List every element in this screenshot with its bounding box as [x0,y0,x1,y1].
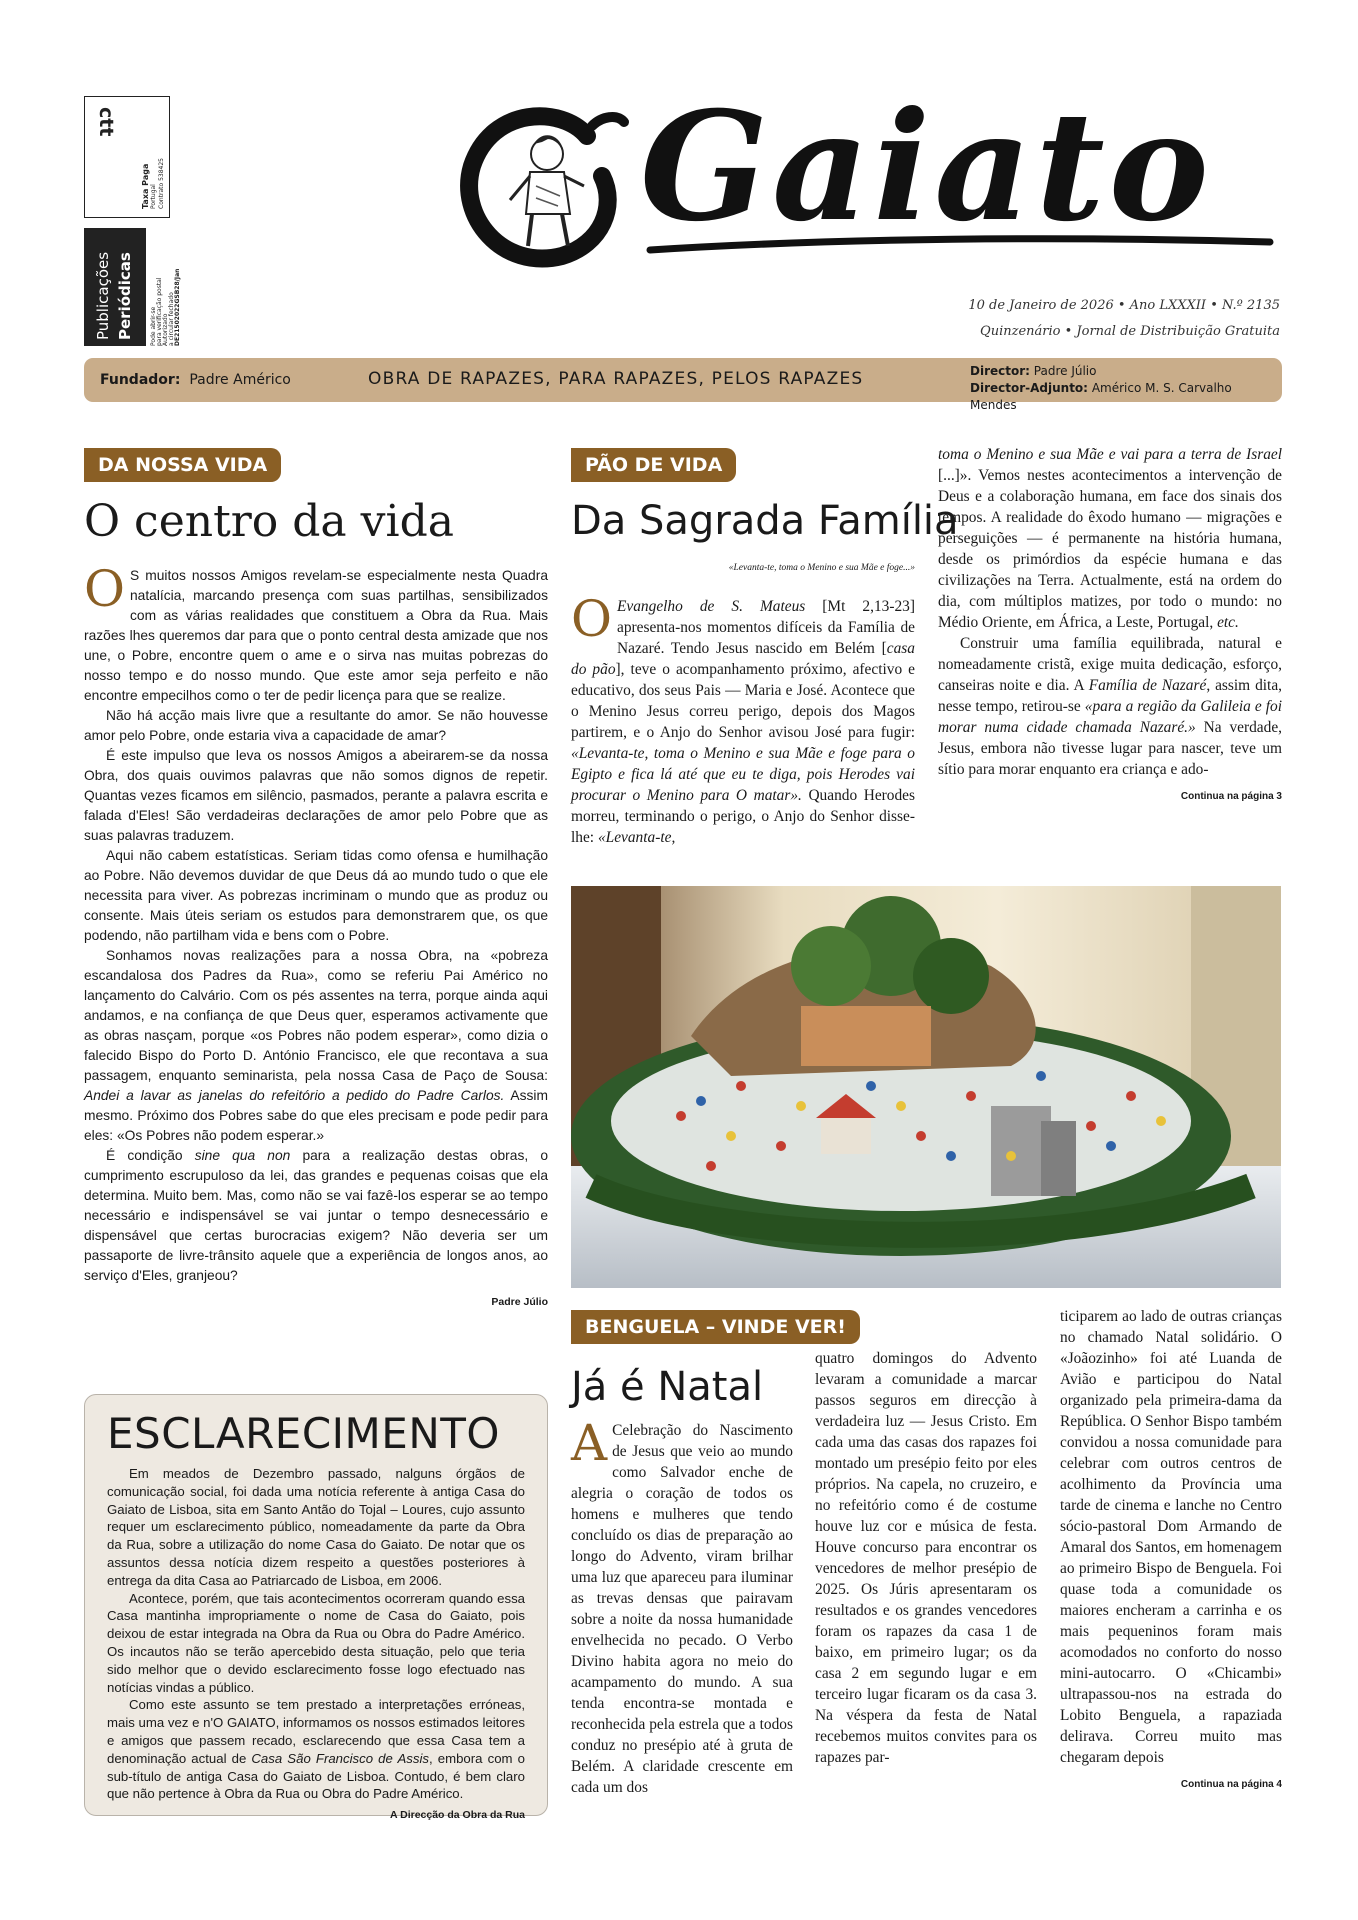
article-body-sagrada-familia-col2: toma o Menino e sua Mãe e vai para a terra de Israel [...]». Vemos nestes acontecimentos a intervenção de Deus e a colaboração humana, em face dos sinais dos tempos. A realidade do êxodo humano — migrações e perseguições — é permanente na história humana, desde os primórdios da espécie humana e das civilizações na Terra. Actualmente, está na ordem do dia, com múltiplos matizes, por todo o mundo: no Médio Oriente, em África, a Leste, Portugal, etc. Construir uma família equilibrada, natural e nomeadamente cristã, exige muita dedicação, esforço, canseiras noite e dia. A Família de Nazaré, assim dita, nesse tempo, retirou-se «para a região da Galileia e foi morar numa cidade chamada Nazaré.» Na verdade, Jesus, embora não tivesse lugar para nascer, teve um sítio para morar enquanto era criança e ado- Continua na página 3 [938,444,1282,807]
gaiato-boy-logo-icon [452,96,632,276]
esclarecimento-box [84,1394,548,1822]
article-body-sagrada-familia-col1: O Evangelho de S. Mateus [Mt 2,13-23] apresenta-nos momentos difíceis da Família de Nazaré. Tendo Jesus nascido em Belém [casa do pão], teve o acompanhamento próximo, afectivo e educativo, dos seus Pais — Maria e José. Acontece que o Menino Jesus correu perigo, depois dos Magos partirem, e o Anjo do Senhor avisou José para fugir: «Levanta-te, toma o Menino e sua Mãe e foge para o Egipto e fica lá até que eu te diga, pois Herodes vai procurar o Menino para O matar». Quando Herodes morreu, terminando o perigo, o Anjo do Senhor disse-lhe: «Levanta-te, [571,590,916,846]
drop-cap: O [84,560,125,618]
postal-stamp-box [84,96,170,218]
logo-brush-swoosh-icon [640,228,1280,258]
article-body-centro-da-vida: O S muitos nossos Amigos revelam-se especialmente nesta Quadra natalícia, marcando presença com suas partilhas, sensibilizados com as várias realidades que constituem a Obra da Rua. Mais razões lhes queremos dar para que o ponto central desta amizade que nos une, o Pobre, encontre quem o ame e o sirva nas muitas pobrezas do nosso tempo e do nosso mundo. Que este amor seja perfeito e não encontre empecilhos como o ter de pedir licença para que se realize. Não há acção mais livre que a resultante do amor. Se não houvesse amor pelo Pobre, onde estaria viva a capacidade de amar? É este impulso que leva os nossos Amigos a abeirarem-se da nossa Obra, dos quais ouvimos palavras que não somos dignos de repetir. Quantas vezes ficamos em silêncio, pasmados, perante a palavra escrita e falada d'Eles! São verdadeiras declarações de amor pelo Pobre que as suas palavras traduzem. Aqui não cabem estatísticas. Seriam tidas como ofensa e humilhação ao Pobre. Não devemos duvidar de que Deus dá ao mundo tudo o que ele necessita para viver. As pobrezas incriminam o mundo que as produz ou consente. Mais úteis seriam os estudos para demonstrarem que, os que podendo, não partilham vida e bens com o Pobre. Sonhamos novas realizações para a nossa Obra, na «pobreza escandalosa dos Padres da Rua», como se referiu Pai Américo no lançamento do Calvário. Com os pés assentes na terra, porque ainda aqui andamos, e na confiança de que Deus quer, esperamos activamente que as obras nasçam, porque «os Pobres não podem esperar», como dizia o falecido Bispo do Porto D. António Francisco, ele que recontava a sua passagem, enquanto seminarista, pela nossa Casa de Paço de Sousa: Andei a lavar as janelas do refeitório a pedido do Padre Carlos. Assim mesmo. Próximo dos Pobres sabe do que eles precisam e pode pedir para eles: «Os Pobres não podem esperar.» É condição sine qua non para a realização destas obras, o cumprimento escrupuloso da lei, das grandes e pequenas coisas que ela determina. Muito bem. Mas, como não se vai fazê-los esperar se ao tempo necessário e indispensável se vai juntar o tempo desnecessário e dispensável que certas burocracias exigem? Não deveria ser um passaporte de livre-trânsito aquele que a experiência de longos anos, ao serviço d'Eles, granjeou? Padre Júlio [84,566,548,1312]
masthead-banner [84,358,1282,412]
issue-description-line: Quinzenário • Jornal de Distribuição Gratuita [980,324,1280,339]
continue-link-page4[interactable]: Continua na página 4 [1180,1779,1282,1790]
postal-line1: Taxa Paga [141,163,150,209]
nativity-scene-photo [571,886,1281,1288]
postal-line2: Portugal [150,184,157,209]
nativity-scene-image [571,886,1281,1288]
section-tag-benguela: BENGUELA – VINDE VER! [571,1310,860,1344]
section-tag-pao-de-vida: PÃO DE VIDA [571,448,736,482]
publicacoes-label: Publicações [94,251,112,340]
publicacoes-periodicas-box [84,228,146,346]
directors-block: Director: Padre Júlio Director-Adjunto: Américo M. S. Carvalho Mendes [970,364,1232,412]
founder-line: Fundador: Padre Américo [100,372,291,388]
signature-padre-julio: Padre Júlio [491,1296,548,1308]
article-epigraph: «Levanta-te, toma o Menino e sua Mãe e foge...» [728,563,915,573]
postal-auth-text: Pode abrir-se para verificação postal Autorizado a circular fechado DE21502022GSB28/Jan [150,268,181,346]
periodicas-label: Periódicas [116,252,134,340]
esclarecimento-title: ESCLARECIMENTO [107,1409,500,1458]
article-title-ja-e-natal: Já é Natal [571,1364,764,1410]
masthead-logo-title: Gaiato [640,79,1213,255]
issue-date-line: 10 de Janeiro de 2026 • Ano LXXXII • N.º 2135 [968,298,1280,313]
article-body-ja-e-natal-col2: quatro domingos do Advento levaram a comunidade a marcar passos seguros em direcção à verdadeira luz — Jesus Cristo. Em cada uma das casas dos rapazes foi montado um presépio feito por eles próprios. Na capela, no cruzeiro, e no refeitório como é de costume houve luz cor e música de festa. Houve concurso para encontrar os vencedores de melhor presépio de 2025. Os Júris apresentaram os resultados e os grandes vencedores foram os rapazes da casa 1 de baixo, em primeiro lugar; os da casa 2 em segundo lugar e em terceiro lugar ficaram os da casa 3. Na véspera da festa de Natal recebemos muitos convites para os rapazes par- [815,1350,1037,1766]
esclarecimento-body: Em meados de Dezembro passado, nalguns órgãos de comunicação social, foi dada uma notícia referente à antiga Casa do Gaiato de Lisboa, sita em Santo Antão do Tojal – Loures, cujo assunto requer um esclarecimento público, nomeadamente da parte da Obra da Rua, sobre a utilização do nome Casa do Gaiato. De notar que os assuntos dessa notícia dizem respeito a questões posteriores à entrega da dita Casa ao Patriarcado de Lisboa, em 2006. Acontece, porém, que tais acontecimentos ocorreram quando essa Casa mantinha impropriamente o nome de Casa do Gaiato, pois deixou de estar integrada na Obra da Rua ou Obra do Padre Américo. Os incautos não se terão apercebido desta situação, pelo que teria sido melhor que o devido esclarecimento fosse logo efectuado nas notícias vindas a público. Como este assunto se tem prestado a interpretações erróneas, mais uma vez e n'O GAIATO, informamos os nossos estimados leitores e amigos que passem recado, esclarecendo que essa Casa tem a denominação actual de Casa São Francisco de Assis, embora com o sub-título de antiga Casa do Gaiato de Lisboa. Contudo, é bem claro que não pertence à Obra da Rua ou Obra do Padre Américo. A Direcção da Obra da Rua [107,1465,525,1825]
postal-line3: Contrato 538425 [158,158,165,209]
article-title-sagrada-familia: Da Sagrada Família [571,498,959,544]
continue-link-page3[interactable]: Continua na página 3 [1180,791,1282,802]
drop-cap: O [571,590,612,648]
article-body-ja-e-natal-col3: ticiparem ao lado de outras crianças no chamado Natal solidário. O «Joãozinho» foi até Luanda de Avião e participou do Natal organizado pela primeira-dama da República. O Senhor Bispo também convidou a nossa comunidade para celebrar com outros centros de acolhimento da Província uma tarde de cinema e lanche no Centro sócio-pastoral Dom Armando de Amaral dos Santos, em homenagem ao primeiro Bispo de Benguela. Foi quase toda a comunidade os maiores encheram a carrinha e os mais pequeninos foram mais acomodados no conforto do nosso mini-autocarro. O «Chicambi» ultrapassou-nos na estrada do Lobito Benguela, a rapaziada delirava. Correu muito mas chegaram depois Continua na página 4 [1060,1306,1282,1795]
article-body-ja-e-natal-col1: A Celebração do Nascimento de Jesus que veio ao mundo como Salvador enche de alegria o coração de todos os homens e mulheres que tendo concluído os dias de preparação ao longo do Advento, viram brilhar uma luz que apareceu para iluminar as trevas densas que pairavam sobre a noite da nossa humanidade envelhecida no pecado. O Verbo Divino habita agora no meio do acampamento do mundo. A sua tenda encontra-se montada e reconhecida pela estrela que a todos conduz no presépio até à gruta de Belém. A claridade crescente em cada um dos [571,1414,793,1796]
article-title-centro-da-vida: O centro da vida [84,496,454,547]
signature-direccao: A Direcção da Obra da Rua [390,1809,525,1822]
drop-cap: A [571,1414,608,1472]
section-tag-da-nossa-vida: DA NOSSA VIDA [84,448,281,482]
banner-motto: OBRA DE RAPAZES, PARA RAPAZES, PELOS RAPAZES [368,369,864,389]
ctt-logo: ctt [95,107,117,137]
